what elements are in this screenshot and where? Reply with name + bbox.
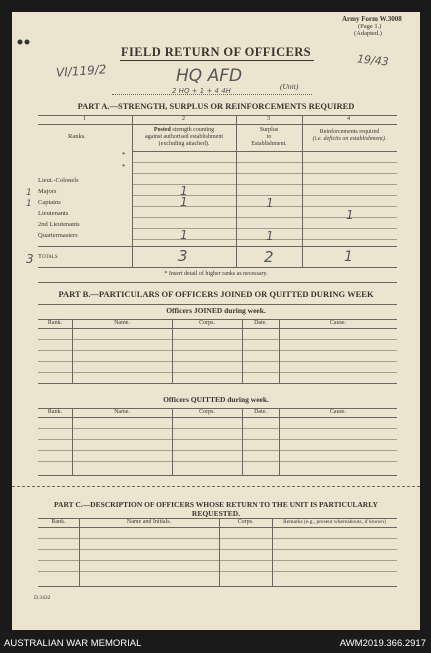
- quitted-title: Officers QUITTED during week.: [163, 395, 269, 404]
- quitted-col-cause: Cause.: [329, 409, 347, 415]
- rank-lieutenants: Lieutenants: [38, 210, 69, 217]
- col-posted-header: Posted strength counting: [153, 127, 215, 133]
- part-c-title: PART C.—DESCRIPTION OF OFFICERS WHOSE RETURN TO THE UNIT IS PARTICULARLY: [54, 500, 378, 509]
- margin-mark-totals: 3: [26, 252, 34, 266]
- rank-quartermasters: Quartermasters: [38, 232, 78, 239]
- part-b-title: PART B.—PARTICULARS OF OFFICERS JOINED OR QUITTED DURING WEEK: [58, 289, 374, 299]
- joined-col-rank: Rank.: [47, 320, 63, 326]
- col-num-4: 4: [347, 116, 350, 122]
- posted-quartermasters: 1: [180, 228, 188, 242]
- part-c-col-name: Name and Initials.: [126, 519, 172, 525]
- margin-mark-2: 1: [26, 199, 32, 209]
- col-reinf-header: Reinforcements required: [319, 129, 380, 135]
- total-reinf: 1: [344, 249, 353, 265]
- part-c-col-rank: Rank.: [51, 519, 66, 525]
- quitted-col-rank: Rank.: [47, 409, 63, 415]
- caption-bar: [0, 634, 431, 653]
- rank-captains: Captains: [38, 199, 61, 206]
- col-ranks-header: Ranks.: [68, 133, 86, 140]
- posted-majors: 1: [180, 184, 188, 198]
- part-a-footnote: * Insert detail of higher ranks as necessary.: [164, 271, 268, 277]
- totals-label: Totals: [38, 253, 58, 260]
- caption-right: AWM2019.366.2917: [339, 638, 426, 649]
- part-a-title: PART A.—STRENGTH, SURPLUS OR REINFORCEMENTS REQUIRED: [77, 101, 355, 111]
- margin-mark-1: 1: [26, 188, 32, 198]
- col-num-2: 2: [182, 116, 185, 122]
- asterisk-1: *: [122, 151, 126, 159]
- unit-label: (Unit): [280, 82, 299, 91]
- handwritten-unit-sub: 2 HQ + 1 + 4 4H: [172, 87, 231, 95]
- asterisk-2: *: [122, 163, 126, 171]
- surplus-captains: 1: [266, 196, 274, 210]
- rank-lieut-colonels: Lieut.-Colonels: [38, 177, 79, 184]
- part-c-title-2: REQUESTED.: [191, 509, 241, 518]
- reinf-lieutenants: 1: [346, 208, 354, 222]
- joined-title: Officers JOINED during week.: [166, 306, 266, 315]
- surplus-quartermasters: 1: [266, 229, 274, 243]
- logo-mark: [16, 34, 32, 44]
- quitted-col-name: Name.: [114, 409, 130, 415]
- posted-captains: 1: [180, 195, 188, 209]
- form-paper: Army Form W.3008 (Page 1.) (Adapted.) FIELD RETURN OF OFFICERS VI/119/2 HQ AFD 2 HQ + 1 + 4 4H 19/43 (Unit) PART A.—STRENGTH, SURPLUS OR REINFORCEMENTS REQUIRED 1 2 3 4 Ranks. Posted strength counting against authorised establishment (excluding attached). Surplus to Establishment. Reinforcements required (i.e. deficits on establishment). * * Lieut.-Colonels Majors Captains Lieutenants 2nd Lieutenants Quartermasters 1 1 1 1 1 1 1 1 3 Totals 3 2 1 * Insert detail of higher ranks as necessary. PART B.—PARTICULARS OF OFFICERS JOINED OR QUITTED DURING WEEK Officers JOINED during week. Rank. Name. Corps. Date. Cause. Officers QUITTED during week. Rank. Name. Corps. Date. Cause. PART C.—DESCRIPTION OF OFFICERS WHOSE RETURN TO THE UNIT IS PARTICULARLY REQUESTED. Rank. Name and Initials. Corps. Remarks (e.g., present whereabouts, if known) D.3432: [12, 12, 420, 630]
- joined-col-corps: Corps.: [199, 320, 215, 326]
- form-title: FIELD RETURN OF OFFICERS: [120, 45, 312, 59]
- rank-2nd-lieutenants: 2nd Lieutenants: [38, 221, 80, 228]
- form-page: (Page 1.): [358, 23, 382, 30]
- col-num-1: 1: [83, 116, 86, 122]
- joined-col-date: Date.: [254, 320, 267, 326]
- handwritten-date-left: VI/119/2: [55, 62, 107, 80]
- col-num-3: 3: [267, 116, 270, 122]
- dashed-separator: [12, 486, 420, 487]
- total-surplus: 2: [264, 248, 274, 266]
- part-c-col-remarks: Remarks (e.g., present whereabouts, if known): [283, 519, 386, 525]
- part-c-col-corps: Corps.: [237, 519, 254, 525]
- quitted-col-corps: Corps.: [199, 409, 215, 415]
- form-footer-code: D.3432: [34, 595, 51, 601]
- handwritten-date-right: 19/43: [356, 52, 390, 69]
- quitted-col-date: Date.: [254, 409, 267, 415]
- col-surplus-header: Surplus: [259, 127, 279, 133]
- handwritten-unit: HQ AFD: [176, 66, 243, 86]
- form-adapted: (Adapted.): [354, 30, 382, 37]
- joined-col-name: Name.: [114, 320, 130, 326]
- total-posted: 3: [178, 247, 188, 265]
- caption-left: AUSTRALIAN WAR MEMORIAL: [4, 638, 142, 649]
- form-ref: Army Form W.3008: [342, 15, 402, 23]
- rank-majors: Majors: [38, 188, 57, 195]
- joined-col-cause: Cause.: [329, 320, 347, 326]
